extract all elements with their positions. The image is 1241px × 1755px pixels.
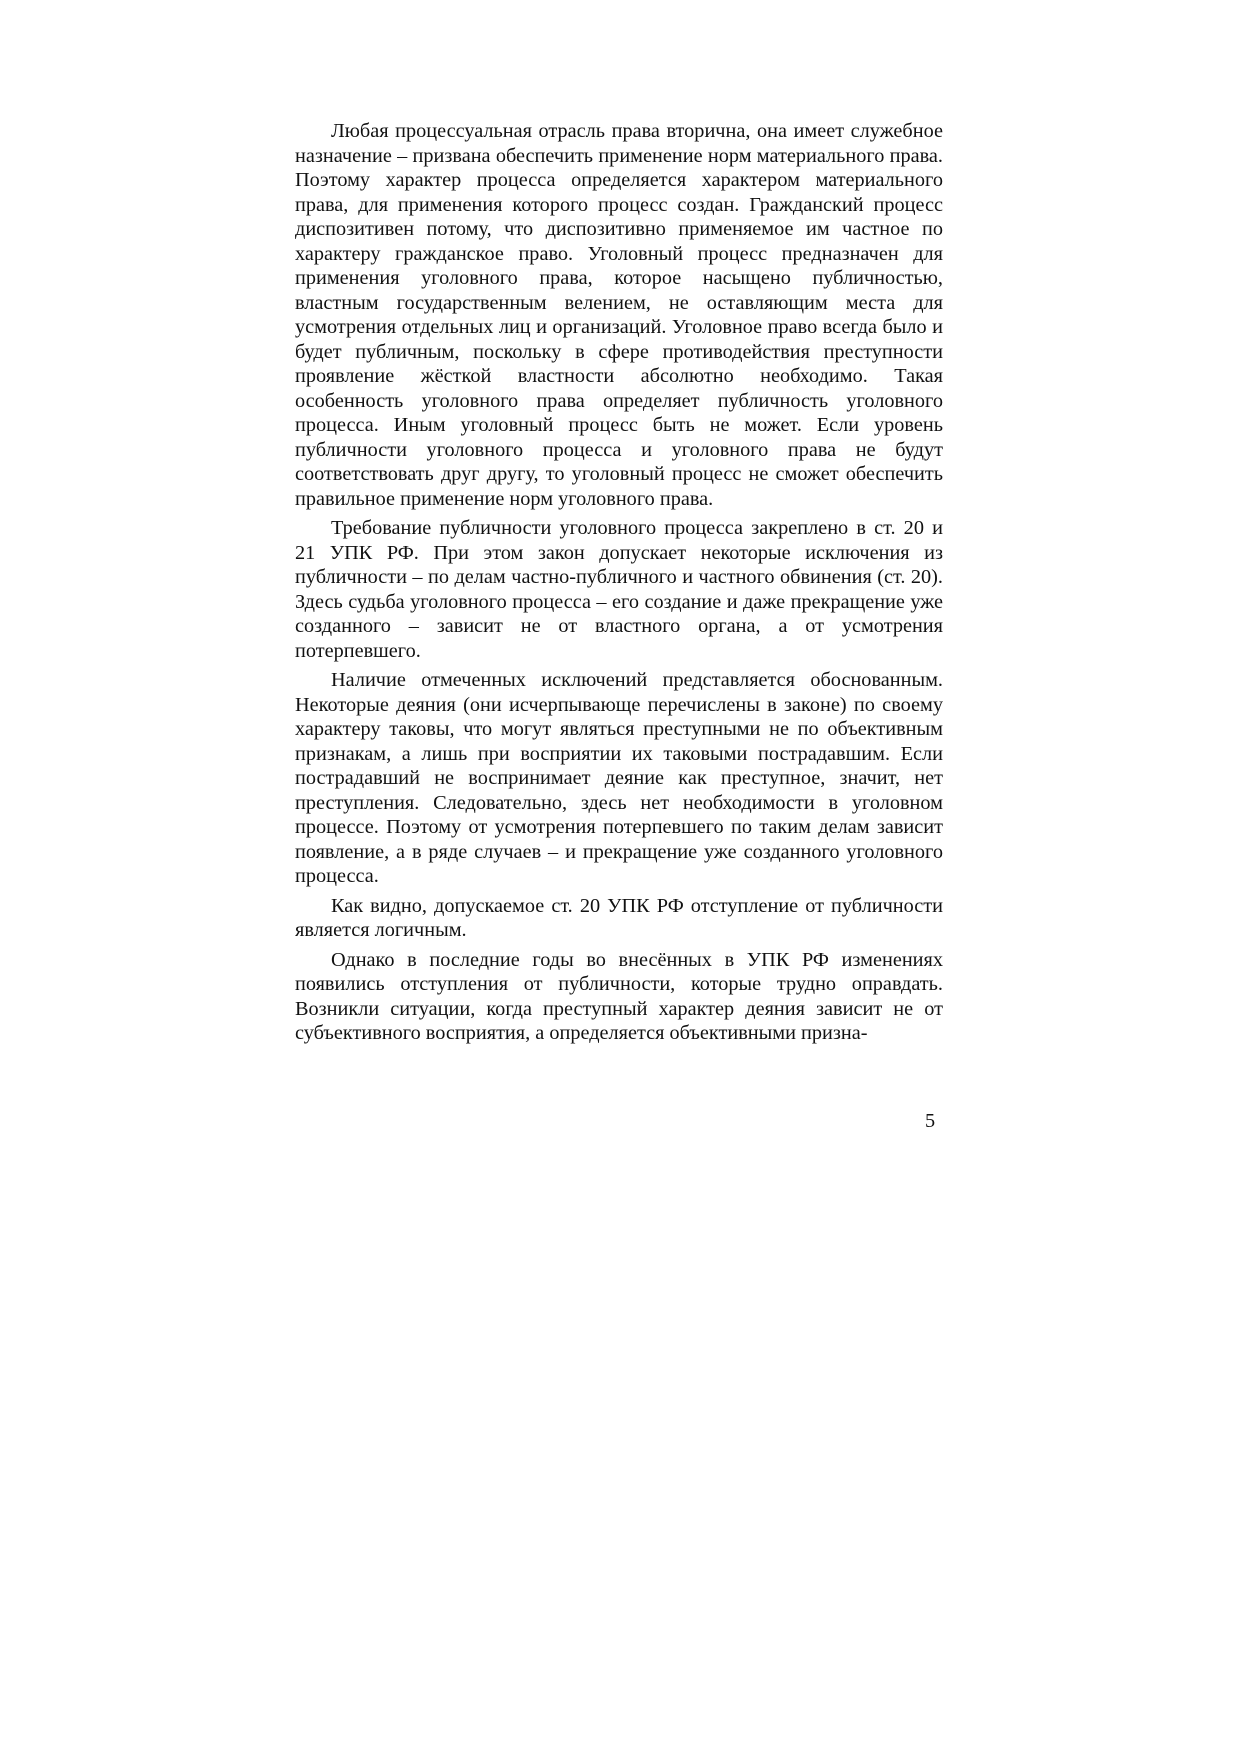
page-number: 5 (925, 1110, 936, 1132)
paragraph-5: Однако в последние годы во внесённых в УПК РФ изменениях появились отступления от публичности, которые трудно оправдать. Возникли ситуации, когда преступный характер деяния зависит не от субъективного восприятия, а определяется объективными призна- (295, 948, 943, 1044)
paragraph-1: Любая процессуальная отрасль права вторична, она имеет служебное назначение – призвана обеспечить применение норм материального права. Поэтому характер процесса определяется характером материального права, для применения которого процесс создан. Гражданский процесс диспозитивен потому, что диспозитивно применяемое им частное по характеру гражданское право. Уголовный процесс предназначен для применения уголовного права, которое насыщено публичностью, властным государственным велением, не оставляющим места для усмотрения отдельных лиц и организаций. Уголовное право всегда было и будет публичным, поскольку в сфере противодействия преступности проявление жёсткой властности абсолютно необходимо. Такая особенность уголовного права определяет публичность уголовного процесса. Иным уголовный процесс быть не может. Если уровень публичности уголовного процесса и уголовного права не будут соответствовать друг другу, то уголовный процесс не сможет обеспечить правильное применение норм уголовного права. (295, 120, 943, 510)
paragraph-2: Требование публичности уголовного процесса закреплено в ст. 20 и 21 УПК РФ. При этом закон допускает некоторые исключения из публичности – по делам частно-публичного и частного обвинения (ст. 20). Здесь судьба уголовного процесса – его создание и даже прекращение уже созданного – зависит не от властного органа, а от усмотрения потерпевшего. (295, 517, 943, 662)
paragraph-3: Наличие отмеченных исключений представляется обоснованным. Некоторые деяния (они исчерпывающе перечислены в законе) по своему характеру таковы, что могут являться преступными не по объективным признакам, а лишь при восприятии их таковыми пострадавшим. Если пострадавший не воспринимает деяние как преступное, значит, нет преступления. Следовательно, здесь нет необходимости в уголовном процессе. Поэтому от усмотрения потерпевшего по таким делам зависит появление, а в ряде случаев – и прекращение уже созданного уголовного процесса. (295, 669, 943, 887)
page-text (295, 119, 943, 1046)
paragraph-4: Как видно, допускаемое ст. 20 УПК РФ отступление от публичности является логичным. (295, 894, 943, 941)
